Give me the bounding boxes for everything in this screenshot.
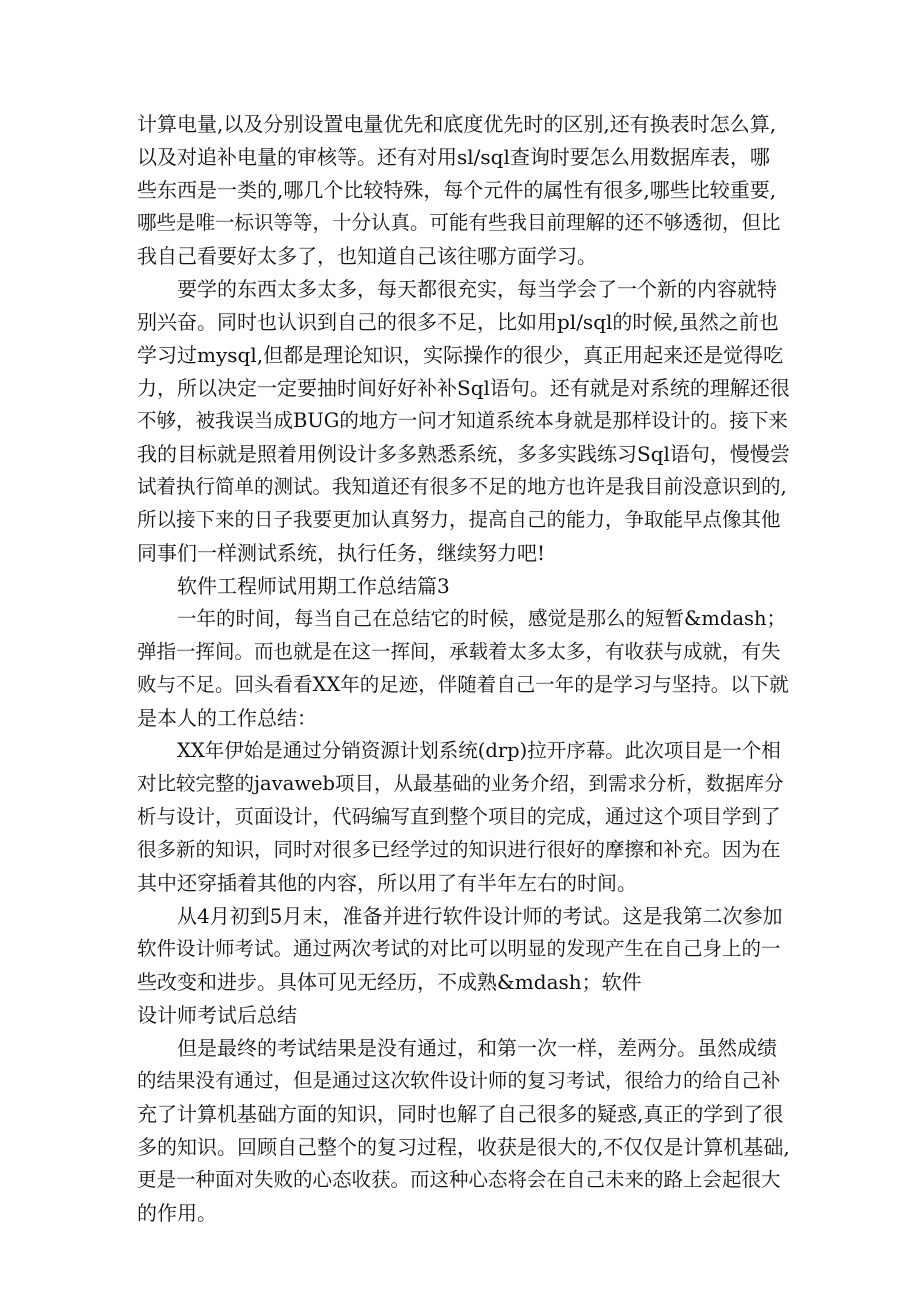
text-line: 不够，被我误当成BUG的地方一问才知道系统本身就是那样设计的。接下来	[137, 409, 788, 432]
text-line: 很多新的知识，同时对很多已经学过的知识进行很好的摩擦和补充。因为在	[137, 838, 781, 861]
text-line: 但是最终的考试结果是没有通过，和第一次一样，差两分。虽然成绩	[177, 1036, 777, 1060]
text-line: 的作用。	[137, 1201, 217, 1225]
text-line: 对比较完整的javaweb项目，从最基础的业务介绍，到需求分析，数据库分	[137, 772, 784, 795]
text-line: 些改变和进步。具体可见无经历，不成熟&mdash；软件	[137, 970, 642, 994]
text-line: 力，所以决定一定要抽时间好好补补Sql语句。还有就是对系统的理解还很	[137, 376, 790, 400]
text-line: 析与设计，页面设计，代码编写直到整个项目的完成，通过这个项目学到了	[137, 805, 781, 828]
text-line: 哪些是唯一标识等等，十分认真。可能有些我目前理解的还不够透彻，但比	[137, 211, 781, 234]
text-line: 要学的东西太多太多，每天都很充实，每当学会了一个新的内容就特	[177, 277, 777, 301]
text-line: 一年的时间，每当自己在总结它的时候，感觉是那么的短暂&mdash；	[177, 607, 787, 630]
text-line: 多的知识。回顾自己整个的复习过程，收获是很大的,不仅仅是计算机基础,	[137, 1135, 790, 1159]
text-line: 所以接下来的日子我要更加认真努力，提高自己的能力，争取能早点像其他	[137, 508, 781, 531]
text-line: 些东西是一类的,哪几个比较特殊，每个元件的属性有很多,哪些比较重要,	[137, 178, 777, 202]
text-line: 更是一种面对失败的心态收获。而这种心态将会在自己未来的路上会起很大	[137, 1168, 781, 1191]
text-line: 试着执行简单的测试。我知道还有很多不足的地方也许是我目前没意识到的,	[137, 475, 787, 498]
text-line: 我自己看要好太多了，也知道自己该往哪方面学习。	[137, 244, 597, 268]
text-line: XX年伊始是通过分销资源计划系统(drp)拉开序幕。此次项目是一个相	[177, 739, 781, 762]
text-line: 软件设计师考试。通过两次考试的对比可以明显的发现产生在自己身上的一	[137, 937, 781, 960]
text-line: 别兴奋。同时也认识到自己的很多不足，比如用pl/sql的时候,虽然之前也	[137, 310, 779, 334]
text-line: 我的目标就是照着用例设计多多熟悉系统，多多实践练习Sql语句，慢慢尝	[137, 442, 790, 466]
text-line: 同事们一样测试系统，执行任务，继续努力吧!	[137, 541, 546, 565]
text-line: 的结果没有通过，但是通过这次软件设计师的复习考试，很给力的给自己补	[137, 1069, 781, 1092]
text-line: 其中还穿插着其他的内容，所以用了有半年左右的时间。	[137, 871, 637, 895]
text-line: 以及对追补电量的审核等。还有对用sl/sql查询时要怎么用数据库表，哪	[137, 145, 770, 169]
text-line: 计算电量,以及分别设置电量优先和底度优先时的区别,还有换表时怎么算,	[137, 112, 777, 136]
text-line: 从4月初到5月末，准备并进行软件设计师的考试。这是我第二次参加	[177, 904, 783, 928]
text-line: 充了计算机基础方面的知识，同时也解了自己很多的疑惑,真正的学到了很	[137, 1102, 784, 1126]
text-line: 弹指一挥间。而也就是在这一挥间，承载着太多太多，有收获与成就，有失	[137, 640, 781, 663]
text-line: 设计师考试后总结	[137, 1003, 297, 1027]
text-line: 是本人的工作总结：	[137, 706, 317, 730]
section-heading: 软件工程师试用期工作总结篇3	[177, 574, 450, 598]
text-line: 败与不足。回头看看XX年的足迹，伴随着自己一年的是学习与坚持。以下就	[137, 673, 789, 696]
text-line: 学习过mysql,但都是理论知识，实际操作的很少，真正用起来还是觉得吃	[137, 343, 784, 367]
